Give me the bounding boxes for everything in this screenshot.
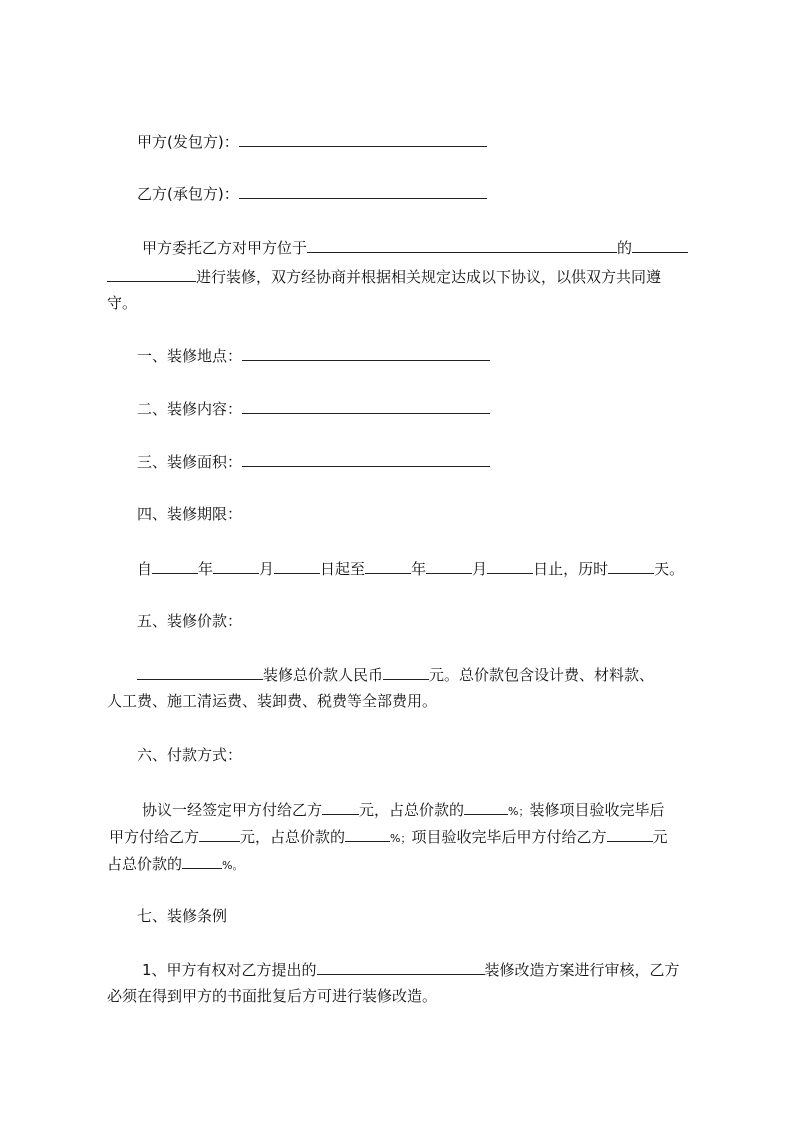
- pay-text-1a: 协议一经签定甲方付给乙方: [142, 801, 323, 819]
- period-year-2: 年: [411, 560, 427, 578]
- price-line-2: 人工费、施工清运费、装卸费、税费等全部费用。: [107, 692, 438, 710]
- property-blank: [632, 237, 688, 253]
- section-3-label: 三、装修面积：: [137, 453, 243, 471]
- period-year-1: 年: [198, 560, 214, 578]
- party-b-line: [137, 183, 487, 204]
- end-month-blank: [426, 558, 472, 574]
- first-percent-blank: [464, 799, 508, 815]
- party-b-blank: [239, 183, 487, 199]
- end-year-blank: [365, 558, 411, 574]
- pay-text-2a: 甲方付给乙方: [109, 828, 200, 846]
- section-4-title: 四、装修期限：: [137, 505, 243, 523]
- start-year-blank: [152, 558, 198, 574]
- period-day-to: 日起至: [320, 560, 366, 578]
- area-blank: [242, 451, 490, 467]
- pay-text-1b: 元，占总价款的: [359, 801, 465, 819]
- end-day-blank: [487, 558, 533, 574]
- clause-1-line-2: 必须在得到甲方的书面批复后方可进行装修改造。: [107, 987, 438, 1005]
- second-percent-blank: [345, 826, 390, 842]
- plan-blank: [317, 959, 485, 975]
- payment-line-2: [109, 826, 668, 849]
- section-6-title: 六、付款方式：: [137, 746, 243, 764]
- pay-text-3b: %。: [222, 859, 244, 872]
- price-text-1a: 装修总价款人民币: [263, 666, 384, 684]
- section-1-label: 一、装修地点：: [137, 347, 243, 365]
- clause-1-line-1: [142, 959, 680, 980]
- property-blank-2: [107, 266, 196, 282]
- party-a-label: 甲方(发包方)：: [137, 133, 239, 151]
- party-b-label: 乙方(承包方)：: [137, 185, 239, 203]
- section-2: [137, 398, 490, 419]
- period-line: [137, 558, 684, 579]
- first-payment-blank: [322, 799, 359, 815]
- third-percent-blank: [182, 853, 222, 869]
- start-month-blank: [213, 558, 259, 574]
- total-price-blank: [383, 664, 429, 680]
- intro-text-3: 守。: [107, 294, 138, 312]
- intro-line-1: [142, 237, 688, 258]
- period-month-2: 月: [472, 560, 488, 578]
- price-text-1b: 元。总价款包含设计费、材料款、: [429, 666, 655, 684]
- section-2-label: 二、装修内容：: [137, 400, 243, 418]
- period-from: 自: [137, 560, 153, 578]
- duration-blank: [608, 558, 654, 574]
- location-blank: [307, 237, 617, 253]
- period-month-1: 月: [259, 560, 275, 578]
- section-3: [137, 451, 490, 472]
- clause-1-text-1a: 1、甲方有权对乙方提出的: [142, 961, 317, 979]
- intro-text-2: 进行装修，双方经协商并根据相关规定达成以下协议，以供双方共同遵: [196, 268, 662, 286]
- intro-text-1b: 的: [617, 239, 633, 257]
- pay-text-2c: %；: [390, 832, 412, 845]
- intro-line-2: [107, 266, 661, 287]
- pay-text-1d: 装修项目验收完毕后: [529, 801, 665, 819]
- clause-1-text-1b: 装修改造方案进行审核，乙方: [484, 961, 680, 979]
- pay-text-2d: 项目验收完毕后甲方付给乙方: [411, 828, 607, 846]
- intro-text-1a: 甲方委托乙方对甲方位于: [142, 239, 308, 257]
- content-blank: [242, 398, 490, 414]
- third-payment-blank: [607, 826, 653, 842]
- section-7-title: 七、装修条例: [137, 907, 228, 925]
- pay-text-2b: 元，占总价款的: [240, 828, 346, 846]
- address-blank: [242, 345, 490, 361]
- start-day-blank: [274, 558, 320, 574]
- pay-text-1c: %；: [508, 805, 530, 818]
- party-a-blank: [239, 131, 487, 147]
- section-5-title: 五、装修价款：: [137, 612, 243, 630]
- pay-text-2e: 元: [652, 828, 668, 846]
- payment-line-1: [142, 799, 665, 822]
- period-days: 天。: [654, 560, 685, 578]
- intro-line-3: [107, 293, 137, 313]
- second-payment-blank: [199, 826, 240, 842]
- period-day-end: 日止，历时: [533, 560, 609, 578]
- payment-line-3: [107, 853, 243, 876]
- price-line-1: [137, 664, 654, 685]
- price-blank: [137, 664, 263, 680]
- party-a-line: [137, 131, 487, 152]
- pay-text-3a: 占总价款的: [107, 855, 183, 873]
- section-1: [137, 345, 490, 366]
